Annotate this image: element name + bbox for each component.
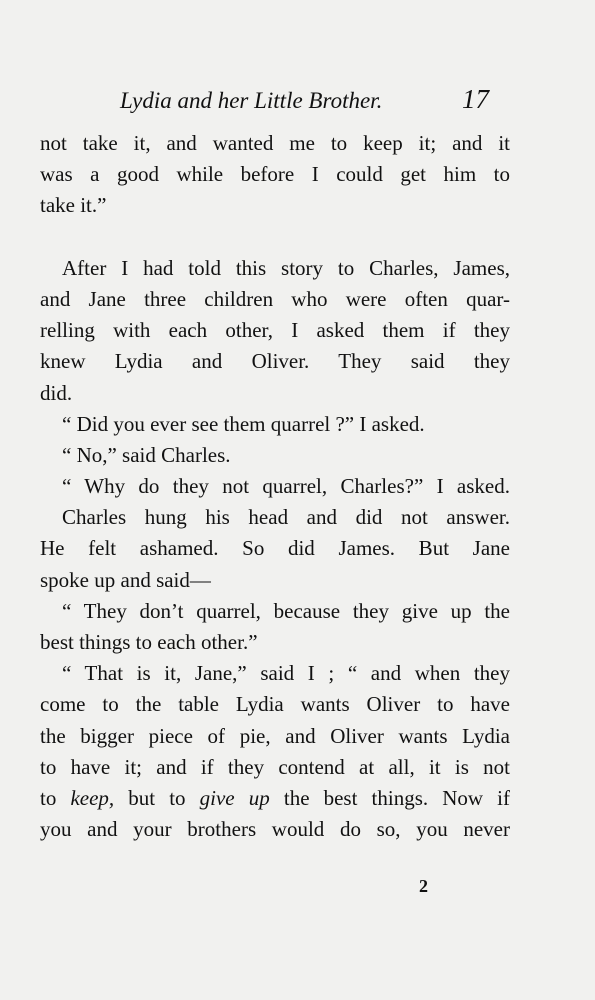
body-text [40, 128, 510, 845]
text-fragment: but to [114, 785, 200, 810]
text-fragment: the best things. Now if [269, 785, 511, 810]
running-title: Lydia and her Little Brother. [120, 88, 383, 113]
text-line: spoke up and said— [40, 567, 211, 592]
text-line: to have it; and if they contend at all, it is not [40, 754, 510, 779]
text-line: you and your brothers would do so, you never [40, 817, 510, 842]
text-line: Charles hung his head and did not answer. [62, 505, 510, 530]
text-line: best things to each other.” [40, 630, 258, 654]
text-line-italic-emphasis [40, 783, 510, 814]
text-line: the bigger piece of pie, and Oliver wants Lydia [40, 723, 510, 748]
text-line: knew Lydia and Oliver. They said they [40, 349, 510, 374]
text-line: relling with each other, I asked them if they [40, 318, 510, 343]
signature-mark: 2 [419, 876, 428, 896]
page-number: 17 [462, 84, 489, 114]
text-line: was a good while before I could get him to [40, 162, 510, 187]
italic-give-up: give up [199, 785, 270, 810]
text-line: He felt ashamed. So did James. But Jane [40, 536, 510, 561]
text-fragment: to [40, 785, 71, 810]
text-line: come to the table Lydia wants Oliver to have [40, 692, 510, 717]
text-line: not take it, and wanted me to keep it; and it [40, 131, 510, 155]
text-line: “ That is it, Jane,” said I ; “ and when they [62, 661, 510, 686]
text-line: After I had told this story to Charles, James, [62, 255, 510, 280]
text-line: did. [40, 380, 73, 405]
page-header [0, 84, 595, 124]
text-line: “ No,” said Charles. [62, 442, 231, 467]
text-line: and Jane three children who were often quar- [40, 286, 510, 311]
text-line: “ Did you ever see them quarrel ?” I asked. [62, 411, 425, 436]
text-line: take it.” [40, 193, 107, 218]
italic-keep: keep, [70, 785, 115, 810]
text-line: “ Why do they not quarrel, Charles?” I asked. [62, 474, 510, 499]
text-line: “ They don’t quarrel, because they give up the [62, 598, 510, 623]
paragraph-gap [40, 222, 510, 253]
